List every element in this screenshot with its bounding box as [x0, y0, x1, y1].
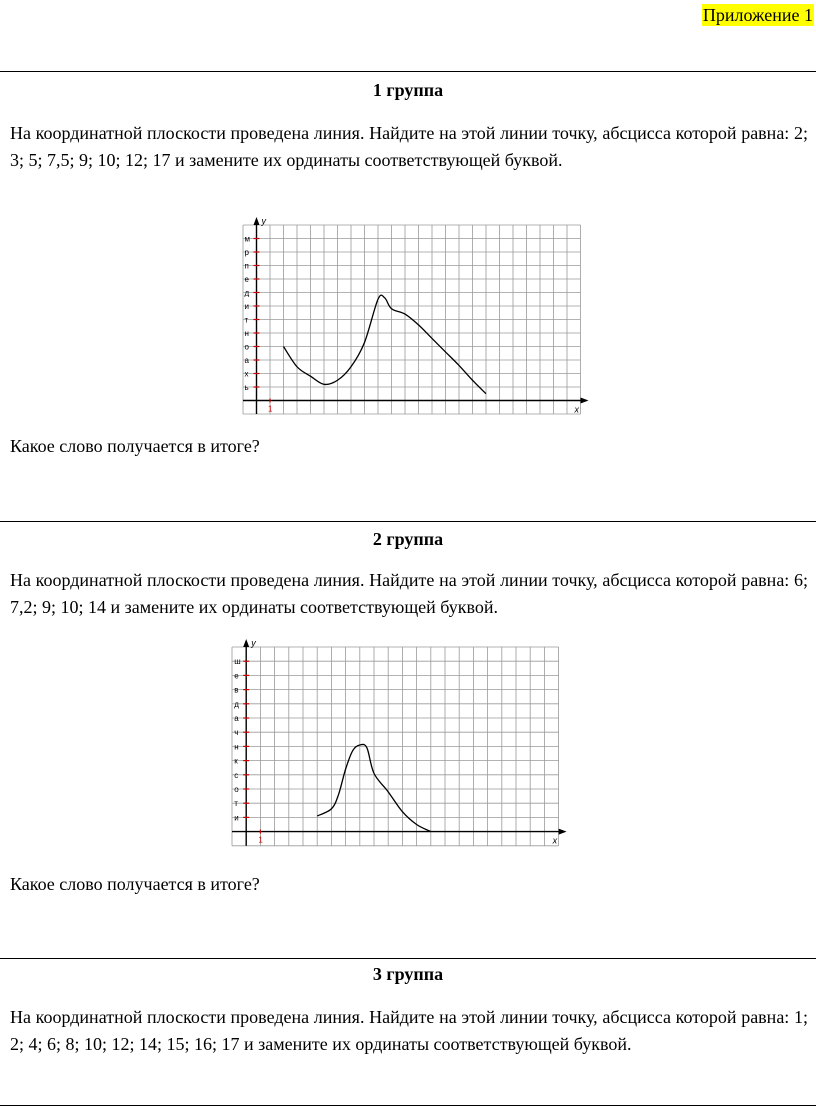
group-3-title: 3 группа	[372, 964, 444, 984]
x-axis-arrow	[581, 398, 589, 404]
y-tick-letter: р	[244, 248, 249, 257]
y-tick-letter: и	[234, 813, 239, 823]
y-tick-letter: т	[244, 315, 249, 325]
group-2-question: Какое слово получается в итоге?	[10, 874, 260, 894]
group-1-task: На координатной плоскости проведена линия. Найдите на этой линии точку, абсцисса которой равна: 2; 3; 5; 7,5; 9; 10; 12; 17 и замените их ординаты соответствующей буквой.	[10, 123, 808, 170]
y-tick-letter: м	[244, 234, 250, 244]
y-tick-letter: о	[234, 785, 239, 794]
y-tick-letter: в	[234, 685, 239, 695]
y-tick-letter: ь	[244, 383, 249, 392]
y-tick-letter: о	[244, 342, 249, 352]
group-3-section	[0, 958, 816, 1106]
group-3-task: На координатной плоскости проведена линия. Найдите на этой линии точку, абсцисса которой равна: 1; 2; 4; 6; 8; 10; 12; 14; 15; 16; 17 и замените их ординаты соответствующей буквой.	[10, 1007, 808, 1054]
y-tick-letter: е	[234, 671, 239, 681]
group-2-task: На координатной плоскости проведена линия. Найдите на этой линии точку, абсцисса которой равна: 6; 7,2; 9; 10; 14 и замените их ординаты соответствующей буквой.	[10, 570, 808, 617]
y-tick-letter: и	[244, 302, 249, 311]
y-axis-arrow	[254, 217, 260, 225]
y-tick-letter: к	[234, 756, 238, 766]
x-axis-label: x	[574, 404, 579, 415]
y-tick-letter: а	[244, 356, 249, 365]
y-tick-letter: с	[234, 770, 239, 780]
x-tick-label: 1	[258, 835, 263, 845]
group-1-graph	[233, 216, 579, 417]
y-axis-label: y	[251, 638, 256, 648]
x-tick-label: 1	[268, 404, 273, 414]
y-tick-letter: ш	[234, 657, 241, 667]
appendix-label: Приложение 1	[702, 5, 813, 25]
y-tick-letter: д	[234, 699, 239, 709]
group-1-question: Какое слово получается в итоге?	[10, 436, 260, 456]
graph-curve	[284, 295, 487, 394]
y-tick-letter: н	[244, 329, 249, 338]
y-tick-letter: е	[244, 275, 249, 284]
y-tick-letter: н	[234, 742, 239, 752]
x-axis-label: x	[552, 835, 558, 846]
y-tick-letter: х	[244, 369, 249, 379]
y-axis-label: y	[261, 216, 266, 226]
y-tick-letter: т	[234, 799, 238, 809]
group-2-graph	[222, 639, 584, 854]
y-tick-letter: п	[244, 261, 249, 271]
y-tick-letter: а	[234, 714, 239, 723]
group-1-section	[0, 71, 816, 521]
group-1-title: 1 группа	[372, 80, 444, 100]
x-axis-arrow	[559, 829, 567, 835]
group-2-title: 2 группа	[372, 529, 444, 549]
y-tick-letter: д	[244, 288, 250, 298]
y-axis-arrow	[243, 639, 249, 647]
group-2-section	[0, 521, 816, 958]
y-tick-letter: ч	[234, 728, 239, 738]
